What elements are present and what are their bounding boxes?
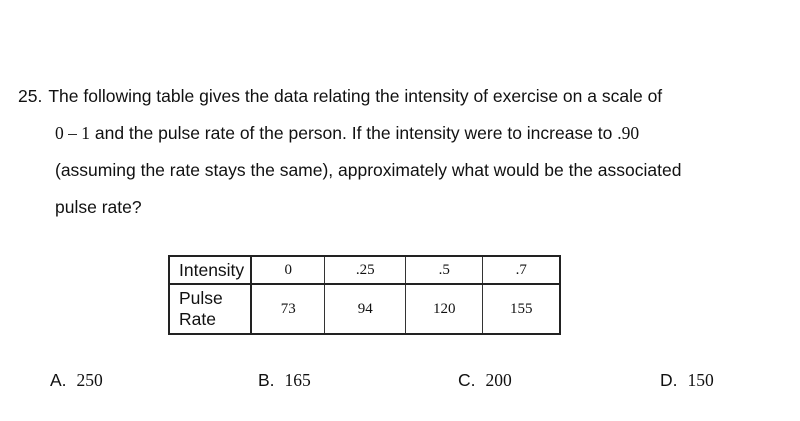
question-text-line-1: The following table gives the data relating the intensity of exercise on a scale of xyxy=(48,86,663,106)
choice-c[interactable] xyxy=(458,370,512,391)
question-block xyxy=(18,78,793,226)
choice-value: 150 xyxy=(687,370,714,390)
answer-choices xyxy=(0,370,800,400)
choice-letter: D. xyxy=(660,370,678,390)
choice-d[interactable] xyxy=(660,370,714,391)
question-line-3: (assuming the rate stays the same), approximately what would be the associated xyxy=(55,160,682,180)
intensity-value: 0 xyxy=(251,256,325,284)
pulse-rate-header-line-1: Pulse xyxy=(179,288,223,308)
table-row xyxy=(169,284,560,334)
choice-value: 200 xyxy=(485,370,512,390)
pulse-rate-value: 73 xyxy=(251,284,325,334)
intensity-value: .5 xyxy=(406,256,483,284)
question-text-line-2: and the pulse rate of the person. If the intensity were to increase to xyxy=(90,123,618,143)
choice-b[interactable] xyxy=(258,370,311,391)
scale-range: 0 – 1 xyxy=(55,123,90,143)
data-table xyxy=(168,255,561,335)
question-line-2 xyxy=(18,115,793,152)
table-row xyxy=(169,256,560,284)
pulse-rate-header-line-2: Rate xyxy=(179,309,216,329)
pulse-rate-value: 120 xyxy=(406,284,483,334)
question-line-1 xyxy=(18,78,793,115)
choice-letter: B. xyxy=(258,370,275,390)
choice-a[interactable] xyxy=(50,370,103,391)
choice-letter: A. xyxy=(50,370,67,390)
question-number: 25. xyxy=(18,86,43,106)
intensity-value: .25 xyxy=(325,256,406,284)
question-line-4: pulse rate? xyxy=(55,197,142,217)
choice-value: 250 xyxy=(76,370,103,390)
intensity-header: Intensity xyxy=(169,256,251,284)
intensity-target-value: .90 xyxy=(617,123,640,143)
choice-value: 165 xyxy=(284,370,311,390)
pulse-rate-value: 155 xyxy=(483,284,561,334)
pulse-rate-value: 94 xyxy=(325,284,406,334)
intensity-value: .7 xyxy=(483,256,561,284)
choice-letter: C. xyxy=(458,370,476,390)
pulse-rate-header xyxy=(169,284,251,334)
